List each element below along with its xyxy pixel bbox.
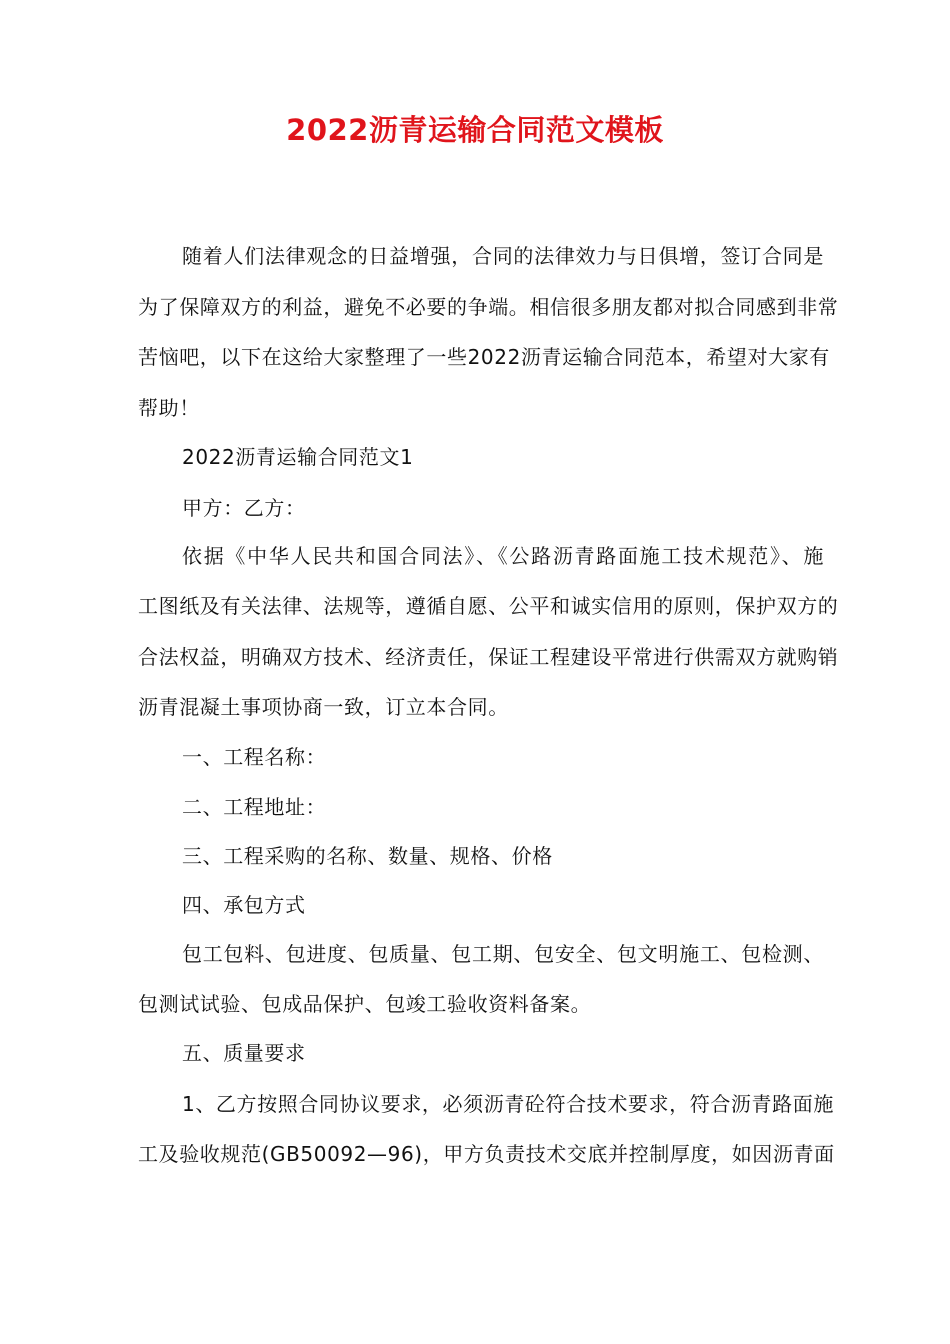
item-procurement: 三、工程采购的名称、数量、规格、价格 — [182, 844, 553, 868]
intro-line-1: 随着人们法律观念的日益增强，合同的法律效力与日俱增，签订合同是 — [182, 244, 824, 268]
item-project-name: 一、工程名称： — [182, 745, 327, 769]
item-quality: 五、质量要求 — [182, 1041, 306, 1065]
quality-line-1: 1、乙方按照合同协议要求，必须沥青砼符合技术要求，符合沥青路面施 — [182, 1092, 834, 1116]
basis-line-1: 依据《中华人民共和国合同法》、《公路沥青路面施工技术规范》、施 — [182, 544, 824, 568]
basis-line-3: 合法权益，明确双方技术、经济责任，保证工程建设平常进行供需双方就购销 — [138, 645, 839, 669]
section-heading: 2022沥青运输合同范文1 — [182, 445, 414, 469]
intro-line-2: 为了保障双方的利益，避免不必要的争端。相信很多朋友都对拟合同感到非常 — [138, 295, 839, 319]
item-contract-mode: 四、承包方式 — [182, 893, 306, 917]
contract-mode-line-1: 包工包料、包进度、包质量、包工期、包安全、包文明施工、包检测、 — [182, 942, 824, 966]
intro-line-4: 帮助！ — [138, 396, 200, 420]
item-project-address: 二、工程地址： — [182, 795, 327, 819]
document-title: 2022沥青运输合同范文模板 — [286, 113, 664, 147]
parties-line: 甲方：乙方： — [182, 496, 306, 520]
quality-line-2: 工及验收规范(GB50092—96)，甲方负责技术交底并控制厚度，如因沥青面 — [138, 1142, 835, 1166]
basis-line-2: 工图纸及有关法律、法规等，遵循自愿、公平和诚实信用的原则，保护双方的 — [138, 594, 839, 618]
contract-mode-line-2: 包测试试验、包成品保护、包竣工验收资料备案。 — [138, 992, 592, 1016]
basis-line-4: 沥青混凝土事项协商一致，订立本合同。 — [138, 695, 509, 719]
intro-line-3: 苦恼吧，以下在这给大家整理了一些2022沥青运输合同范本，希望对大家有 — [138, 345, 830, 369]
